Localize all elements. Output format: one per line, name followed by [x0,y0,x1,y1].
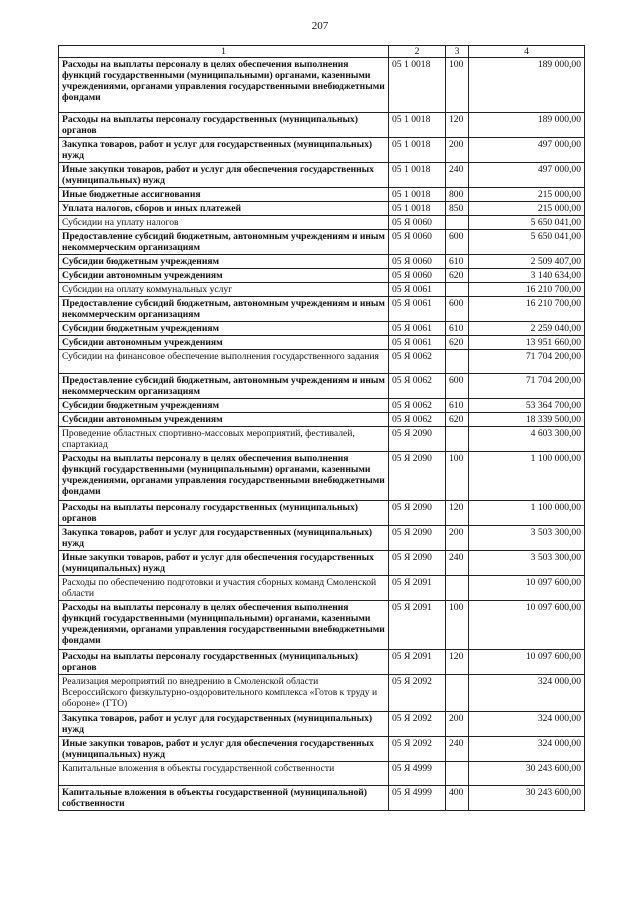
expense-type-code: 120 [446,650,469,675]
budget-code: 05 Я 4999 [389,786,446,811]
expense-name: Расходы на выплаты персоналу государственных (муниципальных) органов [59,501,389,526]
amount: 71 704 200,00 [469,374,585,399]
table-row [59,113,585,138]
table-row [59,650,585,675]
expense-type-code [446,576,469,601]
budget-code: 05 Я 0062 [389,350,446,374]
amount: 497 000,00 [469,163,585,188]
header-row [59,46,585,58]
expense-name: Закупка товаров, работ и услуг для государственных (муниципальных) нужд [59,526,389,551]
expense-type-code: 400 [446,786,469,811]
expense-name: Уплата налогов, сборов и иных платежей [59,202,389,216]
table-row [59,501,585,526]
table-row [59,427,585,452]
expense-type-code: 600 [446,297,469,322]
expense-name: Расходы по обеспечению подготовки и участия сборных команд Смоленской области [59,576,389,601]
amount: 1 100 000,00 [469,501,585,526]
expense-type-code [446,762,469,786]
expense-name: Расходы на выплаты персоналу в целях обеспечения выполнения функций государственными (муниципальными) органами, казенными учреждениями, органами управления государственными внебюджетными фондами [59,58,389,113]
expense-type-code [446,427,469,452]
budget-code: 05 Я 4999 [389,762,446,786]
expense-name: Иные бюджетные ассигнования [59,188,389,202]
table-row [59,551,585,576]
amount: 5 650 041,00 [469,230,585,255]
budget-code: 05 Я 2090 [389,427,446,452]
budget-code: 05 Я 0062 [389,399,446,413]
header-col-3: 3 [446,46,469,58]
expense-type-code: 610 [446,255,469,269]
budget-table [58,45,585,811]
expense-name: Предоставление субсидий бюджетным, автономным учреждениям и иным некоммерческим организациям [59,297,389,322]
expense-name: Капитальные вложения в объекты государственной собственности [59,762,389,786]
budget-code: 05 Я 0060 [389,255,446,269]
page-number: 207 [311,20,329,32]
budget-code: 05 Я 2091 [389,601,446,650]
expense-name: Субсидии бюджетным учреждениям [59,322,389,336]
expense-type-code [446,675,469,712]
expense-name: Расходы на выплаты персоналу государственных (муниципальных) органов [59,113,389,138]
budget-code: 05 Я 2090 [389,452,446,501]
amount: 3 503 300,00 [469,551,585,576]
budget-code: 05 Я 2090 [389,501,446,526]
table-row [59,526,585,551]
budget-code: 05 Я 2092 [389,712,446,737]
budget-code: 05 Я 2091 [389,650,446,675]
expense-name: Проведение областных спортивно-массовых мероприятий, фестивалей, спартакиад [59,427,389,452]
table-row [59,675,585,712]
budget-code: 05 1 0018 [389,113,446,138]
expense-name: Субсидии автономным учреждениям [59,413,389,427]
budget-code: 05 Я 0062 [389,374,446,399]
expense-type-code: 850 [446,202,469,216]
budget-code: 05 Я 2092 [389,737,446,762]
budget-code: 05 Я 0061 [389,297,446,322]
table-row [59,374,585,399]
expense-type-code: 240 [446,551,469,576]
table-row [59,786,585,811]
table-body [59,58,585,811]
table-row [59,452,585,501]
amount: 16 210 700,00 [469,283,585,297]
budget-code: 05 Я 2090 [389,551,446,576]
amount: 10 097 600,00 [469,576,585,601]
budget-code: 05 Я 0060 [389,269,446,283]
budget-code: 05 Я 0061 [389,283,446,297]
table-row [59,336,585,350]
expense-type-code: 100 [446,452,469,501]
amount: 189 000,00 [469,58,585,113]
amount: 71 704 200,00 [469,350,585,374]
amount: 13 951 660,00 [469,336,585,350]
expense-name: Закупка товаров, работ и услуг для государственных (муниципальных) нужд [59,138,389,163]
header-col-2: 2 [389,46,446,58]
expense-type-code: 200 [446,526,469,551]
expense-type-code: 120 [446,113,469,138]
table-row [59,216,585,230]
expense-name: Расходы на выплаты персоналу в целях обеспечения выполнения функций государственными (муниципальными) органами, казенными учреждениями, органами управления государственными внебюджетными фондами [59,601,389,650]
expense-type-code: 600 [446,374,469,399]
expense-name: Предоставление субсидий бюджетным, автономным учреждениям и иным некоммерческим организациям [59,230,389,255]
table-row [59,322,585,336]
expense-type-code: 240 [446,163,469,188]
expense-type-code: 100 [446,58,469,113]
budget-code: 05 Я 2090 [389,526,446,551]
table-row [59,576,585,601]
table-row [59,601,585,650]
expense-name: Предоставление субсидий бюджетным, автономным учреждениям и иным некоммерческим организациям [59,374,389,399]
table-row [59,269,585,283]
table-row [59,413,585,427]
expense-name: Субсидии бюджетным учреждениям [59,255,389,269]
expense-type-code: 610 [446,399,469,413]
expense-name: Расходы на выплаты персоналу в целях обеспечения выполнения функций государственными (муниципальными) органами, казенными учреждениями, органами управления государственными внебюджетными фондами [59,452,389,501]
expense-type-code [446,283,469,297]
expense-name: Субсидии на уплату налогов [59,216,389,230]
budget-code: 05 Я 0062 [389,413,446,427]
budget-code: 05 1 0018 [389,138,446,163]
budget-code: 05 Я 0061 [389,322,446,336]
budget-code: 05 1 0018 [389,58,446,113]
amount: 189 000,00 [469,113,585,138]
header-col-4: 4 [469,46,585,58]
header-col-1: 1 [59,46,389,58]
amount: 1 100 000,00 [469,452,585,501]
amount: 10 097 600,00 [469,650,585,675]
expense-type-code: 800 [446,188,469,202]
table-row [59,163,585,188]
amount: 2 259 040,00 [469,322,585,336]
expense-name: Иные закупки товаров, работ и услуг для обеспечения государственных (муниципальных) нужд [59,551,389,576]
expense-name: Иные закупки товаров, работ и услуг для обеспечения государственных (муниципальных) нужд [59,737,389,762]
table-row [59,283,585,297]
budget-code: 05 Я 2091 [389,576,446,601]
expense-name: Субсидии автономным учреждениям [59,336,389,350]
expense-type-code: 620 [446,413,469,427]
expense-type-code: 200 [446,712,469,737]
table-row [59,188,585,202]
amount: 30 243 600,00 [469,786,585,811]
expense-name: Субсидии на финансовое обеспечение выполнения государственного задания [59,350,389,374]
expense-type-code: 120 [446,501,469,526]
table-row [59,138,585,163]
table-row [59,762,585,786]
expense-name: Закупка товаров, работ и услуг для государственных (муниципальных) нужд [59,712,389,737]
expense-type-code: 240 [446,737,469,762]
budget-code: 05 Я 0061 [389,336,446,350]
budget-code: 05 1 0018 [389,163,446,188]
expense-type-code: 600 [446,230,469,255]
amount: 53 364 700,00 [469,399,585,413]
expense-type-code: 620 [446,269,469,283]
table-row [59,58,585,113]
table-row [59,202,585,216]
expense-type-code: 620 [446,336,469,350]
budget-code: 05 Я 0060 [389,230,446,255]
amount: 497 000,00 [469,138,585,163]
amount: 18 339 500,00 [469,413,585,427]
amount: 324 000,00 [469,675,585,712]
budget-code: 05 Я 0060 [389,216,446,230]
expense-type-code: 100 [446,601,469,650]
amount: 5 650 041,00 [469,216,585,230]
budget-code: 05 Я 2092 [389,675,446,712]
table-row [59,712,585,737]
budget-code: 05 1 0018 [389,188,446,202]
expense-name: Субсидии на оплату коммунальных услуг [59,283,389,297]
amount: 3 140 634,00 [469,269,585,283]
amount: 30 243 600,00 [469,762,585,786]
table-row [59,737,585,762]
amount: 2 509 407,00 [469,255,585,269]
amount: 3 503 300,00 [469,526,585,551]
expense-name: Реализация мероприятий по внедрению в Смоленской области Всероссийского физкультурно-оздоровительного комплекса «Готов к труду и обороне» (ГТО) [59,675,389,712]
expense-name: Субсидии автономным учреждениям [59,269,389,283]
amount: 215 000,00 [469,202,585,216]
amount: 215 000,00 [469,188,585,202]
expense-name: Расходы на выплаты персоналу государственных (муниципальных) органов [59,650,389,675]
table-row [59,350,585,374]
table-row [59,230,585,255]
expense-type-code [446,216,469,230]
amount: 4 603 300,00 [469,427,585,452]
expense-name: Иные закупки товаров, работ и услуг для обеспечения государственных (муниципальных) нужд [59,163,389,188]
expense-type-code: 200 [446,138,469,163]
amount: 324 000,00 [469,737,585,762]
amount: 16 210 700,00 [469,297,585,322]
table-row [59,399,585,413]
expense-type-code [446,350,469,374]
amount: 324 000,00 [469,712,585,737]
budget-code: 05 1 0018 [389,202,446,216]
expense-type-code: 610 [446,322,469,336]
expense-name: Капитальные вложения в объекты государственной (муниципальной) собственности [59,786,389,811]
expense-name: Субсидии бюджетным учреждениям [59,399,389,413]
table-row [59,255,585,269]
amount: 10 097 600,00 [469,601,585,650]
table-row [59,297,585,322]
